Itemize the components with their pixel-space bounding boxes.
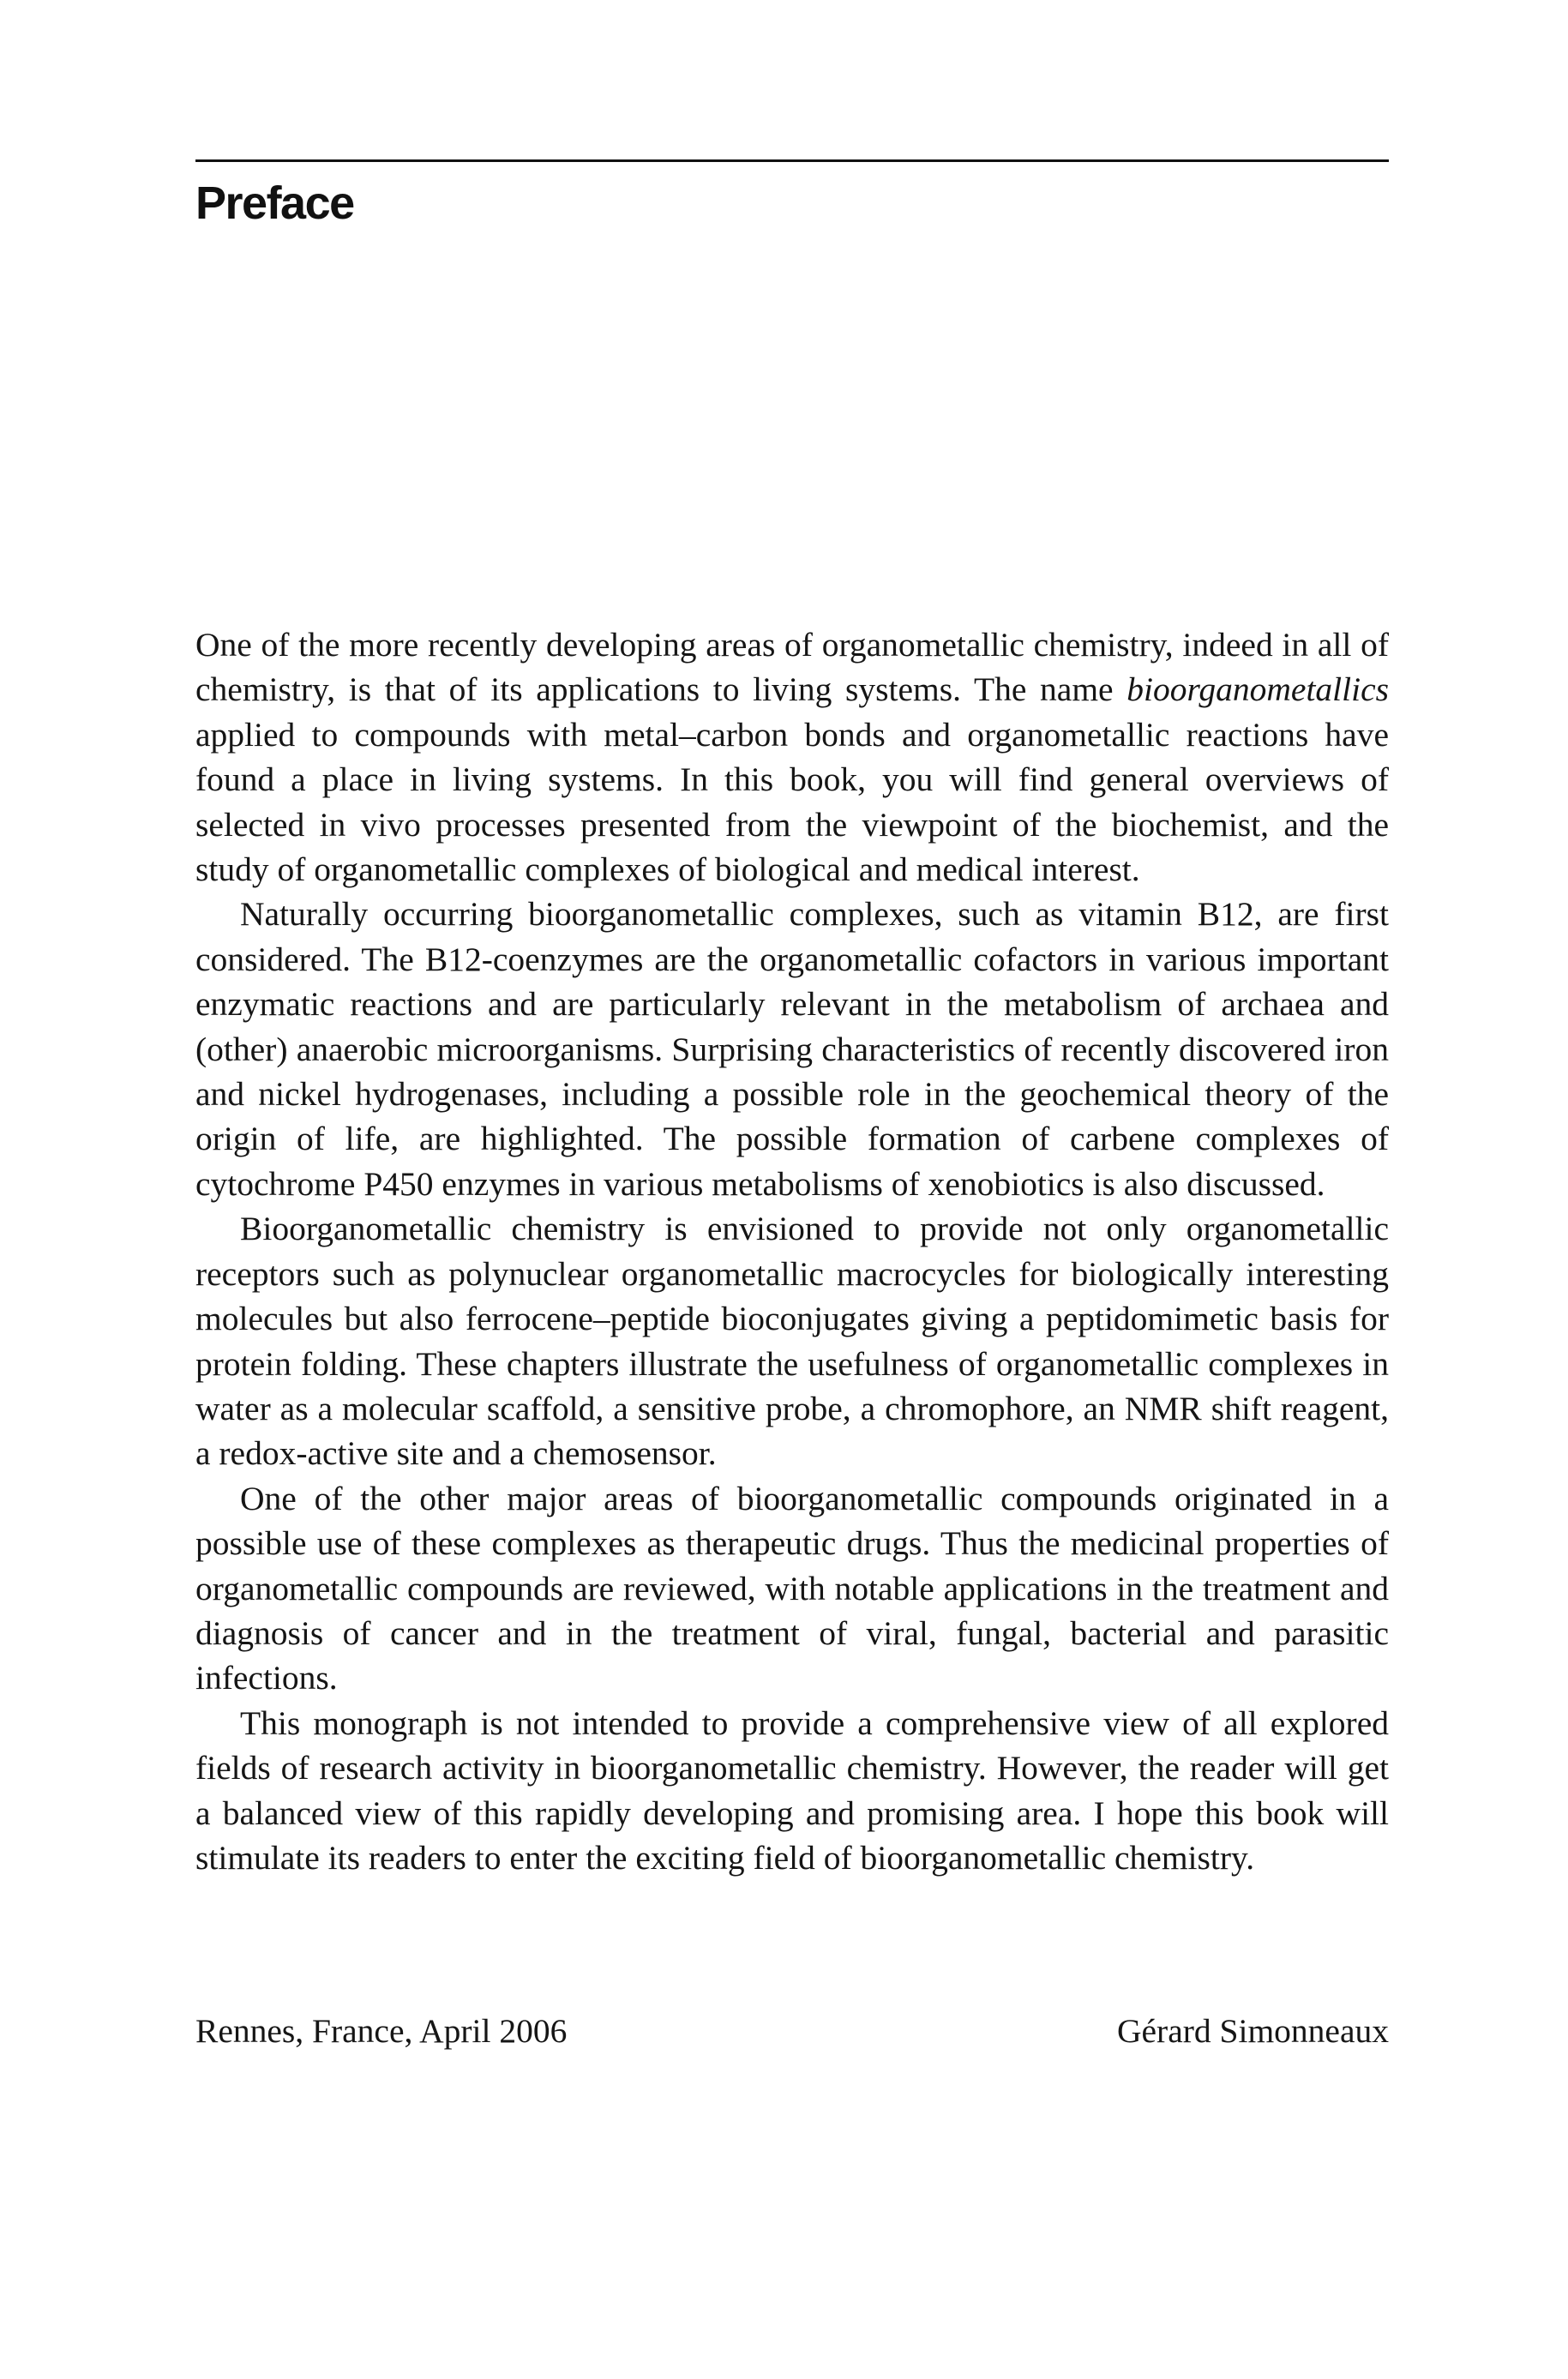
paragraph-4: One of the other major areas of bioorganometallic compounds originated in a possible use of these complexes as therapeutic drugs. Thus the medicinal properties of organometallic compounds are reviewed, with notable applications in the treatment and diagnosis of cancer and in the treatment of viral, fungal, bacterial and parasitic infections. (195, 1479, 1389, 1697)
paragraph-1 (195, 622, 1389, 892)
paragraph-3: Bioorganometallic chemistry is envisioned to provide not only organometallic receptors such as polynuclear organometallic macrocycles for biologically interesting molecules but also ferrocene–peptide bioconjugates giving a peptidomimetic basis for protein folding. These chapters illustrate the usefulness of organometallic complexes in water as a molecular scaffold, a sensitive probe, a chromophore, an NMR shift reagent, a redox-active site and a chemosensor. (195, 1210, 1389, 1473)
header-rule (195, 159, 1389, 162)
preface-body (195, 622, 1389, 1880)
signature-line (195, 2009, 1389, 2053)
page-title: Preface (195, 177, 354, 229)
paragraph-2: Naturally occurring bioorganometallic complexes, such as vitamin B12, are first considered. The B12-coenzymes are the organometallic cofactors in various important enzymatic reactions and are particularly relevant in the metabolism of archaea and (other) anaerobic microorganisms. Surprising characteristics of recently discovered iron and nickel hydrogenases, including a possible role in the geochemical theory of the origin of life, are highlighted. The possible formation of carbene complexes of cytochrome P450 enzymes in various metabolisms of xenobiotics is also discussed. (195, 895, 1389, 1203)
place-and-date: Rennes, France, April 2006 (195, 2012, 568, 2050)
paragraph-1-emphasis: bioorganometallics (1126, 670, 1389, 709)
paragraph-5: This monograph is not intended to provide a comprehensive view of all explored fields of research activity in bioorganometallic chemistry. However, the reader will get a balanced view of this rapidly developing and promising area. I hope this book will stimulate its readers to enter the exciting field of bioorganometallic chemistry. (195, 1703, 1389, 1877)
paragraph-1-text-before: One of the more recently developing areas of organometallic chemistry, indeed in all of chemistry, is that of its applications to living systems. The name (195, 626, 1389, 709)
paragraph-1-text-after: applied to compounds with metal–carbon bonds and organometallic reactions have found a place in living systems. In this book, you will find general overviews of selected in vivo processes presented from the viewpoint of the biochemist, and the study of organometallic complexes of biological and medical interest. (195, 715, 1389, 889)
author-name: Gérard Simonneaux (1116, 2012, 1389, 2050)
